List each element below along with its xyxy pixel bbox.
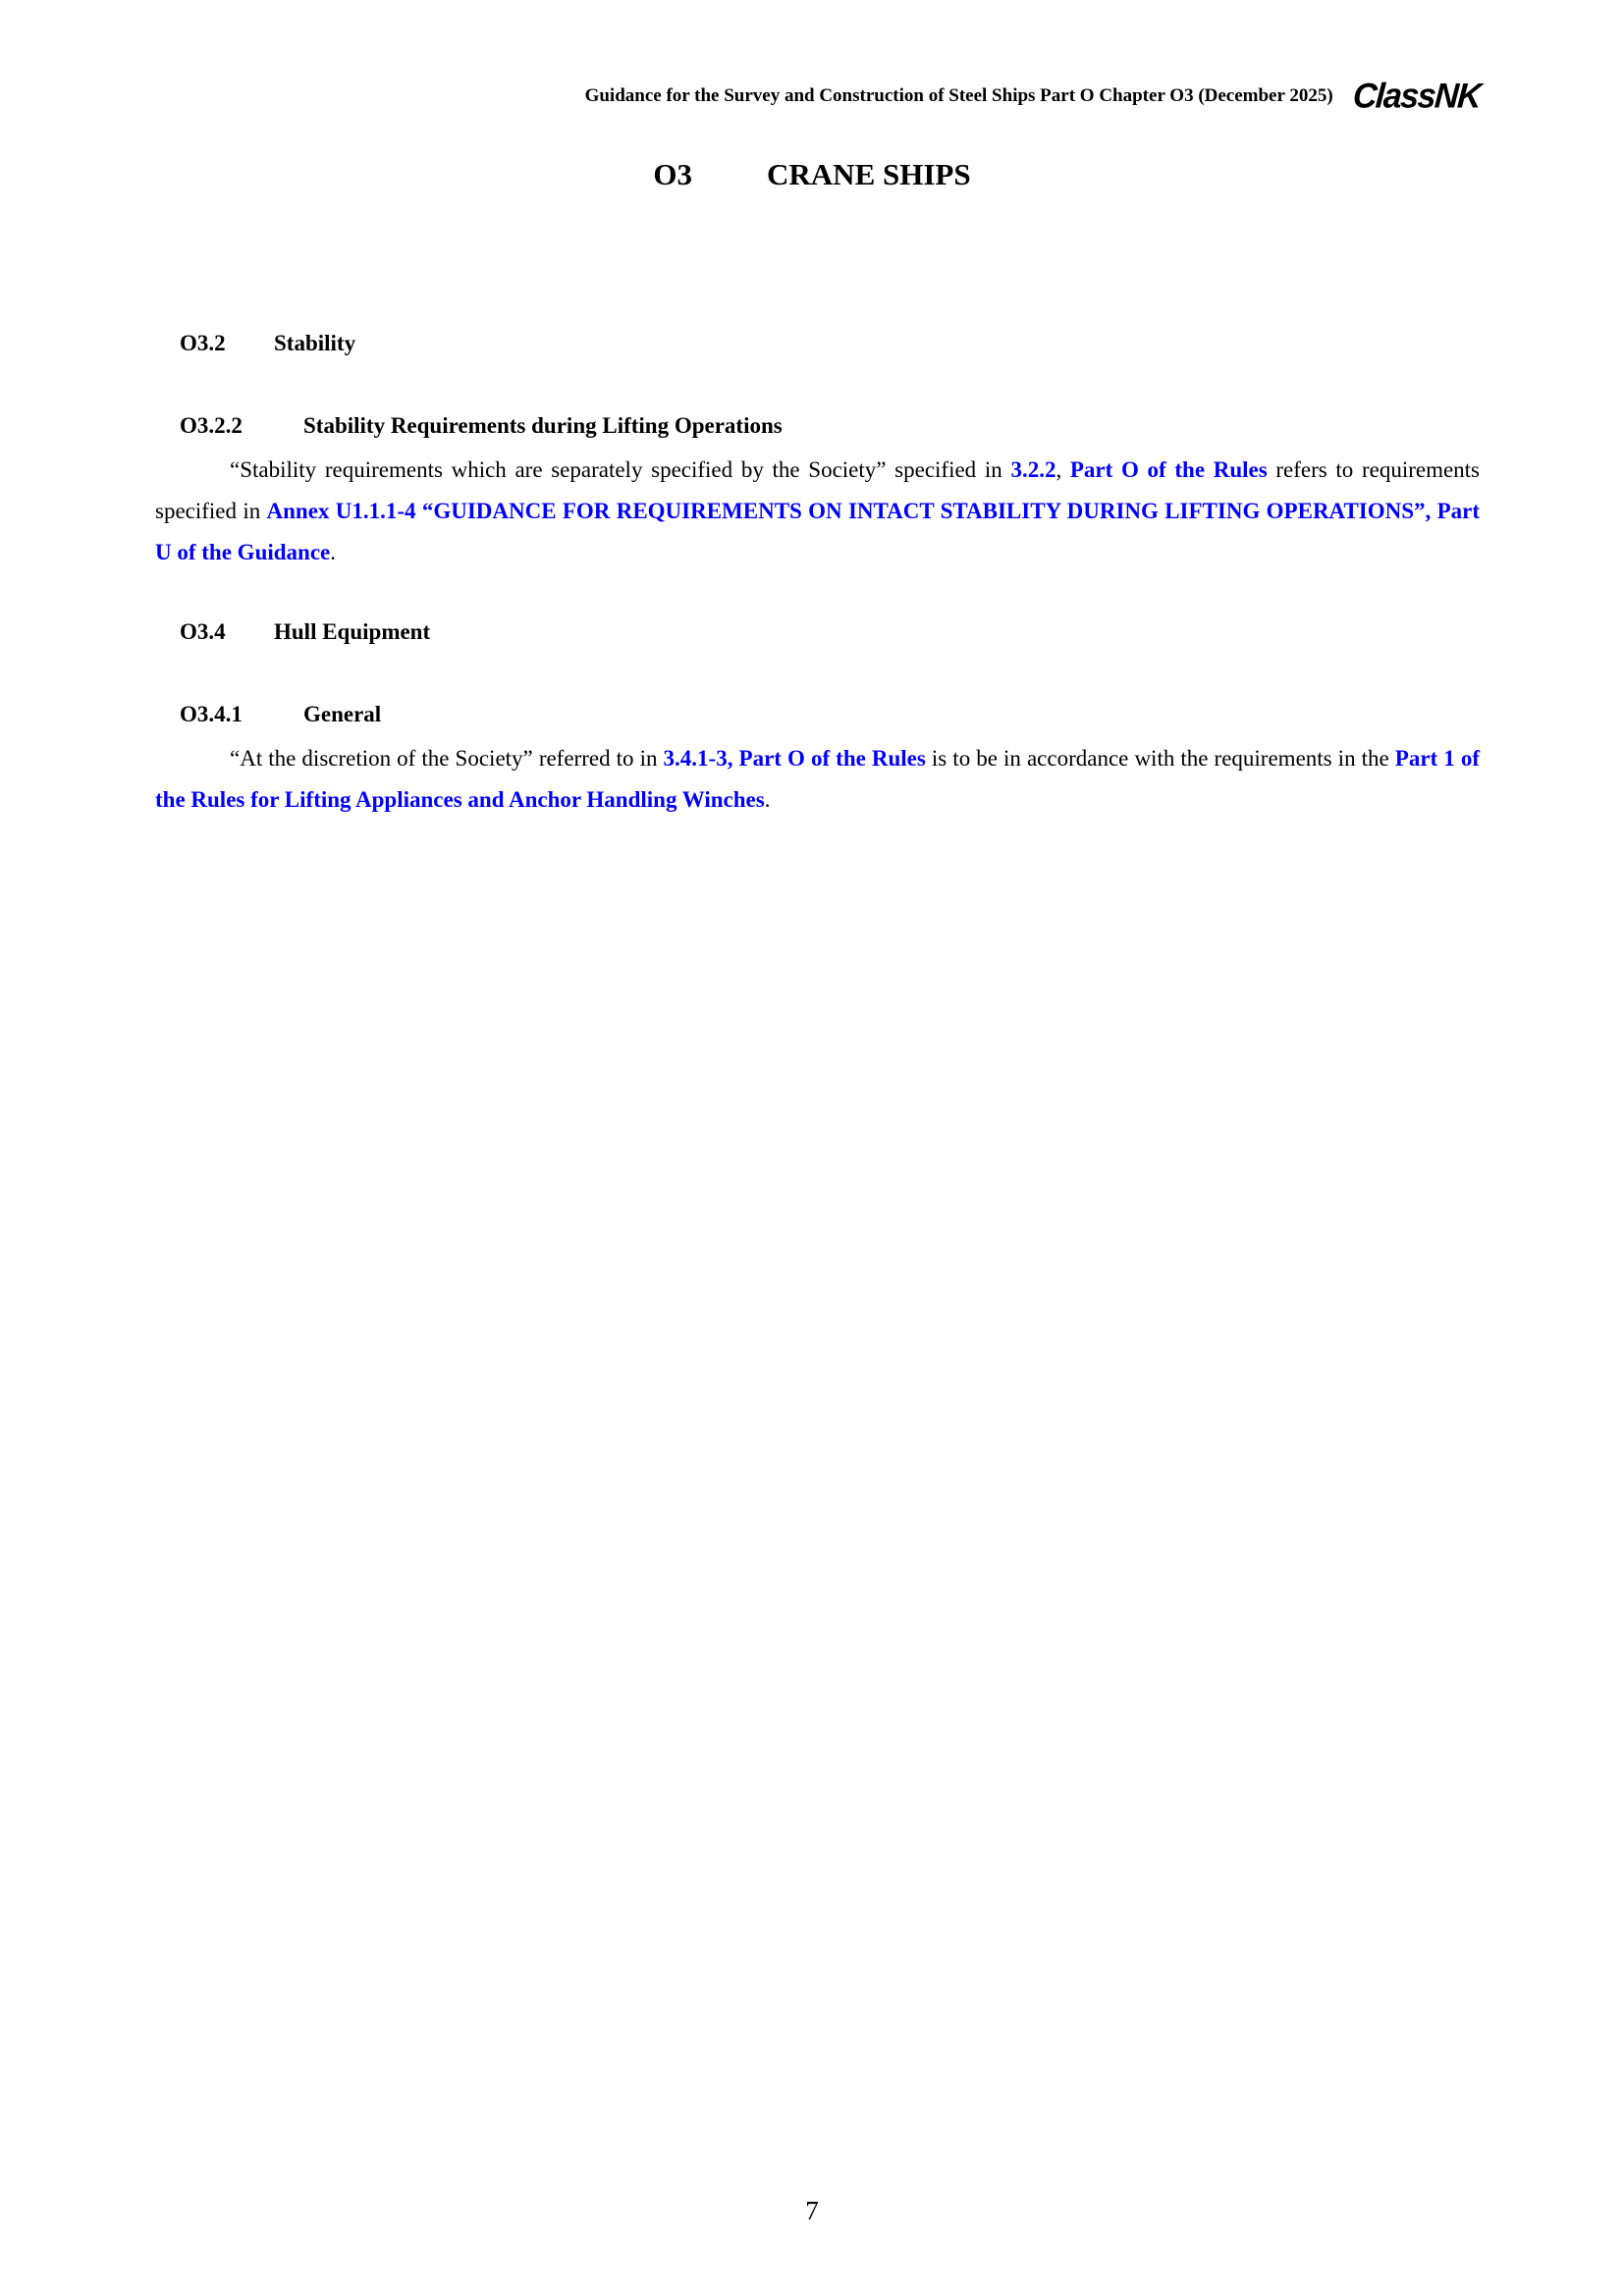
section-heading-hull-equipment <box>180 619 430 645</box>
rule-link-3-2-2[interactable]: 3.2.2 <box>1010 457 1056 482</box>
paragraph-text: refers to requirements specified in <box>155 457 1481 523</box>
paragraph-text: is to be in accordance with the requirements in the <box>925 746 1395 771</box>
running-title: Guidance for the Survey and Construction of Steel Ships Part O Chapter O3 (December 2025) <box>584 85 1333 106</box>
section-number: O3.4 <box>180 619 226 644</box>
subsection-number: O3.4.1 <box>180 702 243 726</box>
paragraph-text: “Stability requirements which are separately specified by the Society” specified in <box>230 457 1011 482</box>
subsection-heading-stability-requirements <box>180 413 783 439</box>
subsection-heading-general <box>180 702 381 727</box>
rule-link-3-4-1-3[interactable]: 3.4.1-3, Part O of the Rules <box>663 746 926 771</box>
chapter-title <box>0 157 1624 192</box>
paragraph-text: , <box>1056 457 1070 482</box>
chapter-name: CRANE SHIPS <box>767 157 971 191</box>
subsection-title: Stability Requirements during Lifting Operations <box>303 413 783 438</box>
classnk-logo <box>1353 77 1480 116</box>
subsection-number: O3.2.2 <box>180 413 243 438</box>
section-number: O3.2 <box>180 331 226 355</box>
page-number: 7 <box>805 2196 819 2225</box>
paragraph-text: “At the discretion of the Society” referred to in <box>230 746 664 771</box>
paragraph-text: . <box>764 787 771 812</box>
section-title: Hull Equipment <box>274 619 431 644</box>
running-header <box>155 77 1480 116</box>
guidance-link-annex-u1-1-1-4[interactable]: Annex U1.1.1-4 “GUIDANCE FOR REQUIREMENTS ON INTACT STABILITY DURING LIFTING OPERATIONS”, Part U of the Guidance <box>155 499 1481 564</box>
rules-link-lifting-appliances[interactable]: Part 1 of the Rules for Lifting Appliances and Anchor Handling Winches <box>155 746 1480 812</box>
chapter-number: O3 <box>653 157 693 191</box>
logo-text: ClassNK <box>1351 77 1482 116</box>
section-heading-stability <box>180 331 355 356</box>
section-title: Stability <box>274 331 356 355</box>
stability-paragraph <box>155 450 1480 573</box>
paragraph-text: . <box>330 540 336 564</box>
general-paragraph <box>155 738 1480 821</box>
subsection-title: General <box>303 702 382 726</box>
rule-link-part-o[interactable]: Part O of the Rules <box>1069 457 1268 482</box>
